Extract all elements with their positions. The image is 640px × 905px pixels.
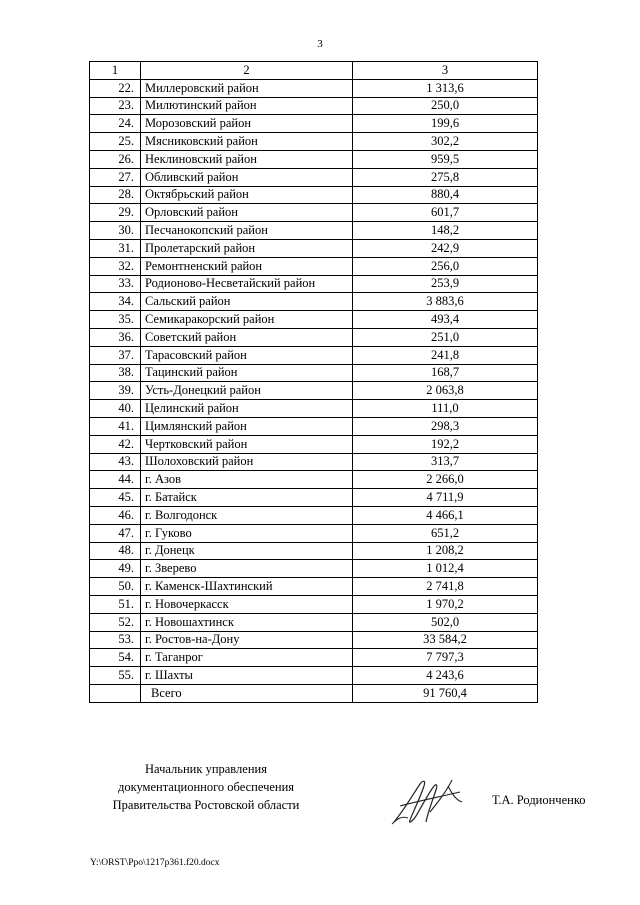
row-name: г. Ростов-на-Дону	[141, 631, 353, 649]
row-name: Тарасовский район	[141, 346, 353, 364]
table-row	[90, 595, 538, 613]
row-name: Целинский район	[141, 400, 353, 418]
row-number: 23.	[90, 97, 141, 115]
table-row	[90, 578, 538, 596]
row-name: г. Каменск-Шахтинский	[141, 578, 353, 596]
table-row	[90, 524, 538, 542]
total-value: 91 760,4	[353, 684, 538, 702]
row-name: Обливский район	[141, 168, 353, 186]
row-value: 192,2	[353, 435, 538, 453]
table-row	[90, 613, 538, 631]
row-number: 45.	[90, 489, 141, 507]
row-name: г. Шахты	[141, 667, 353, 685]
total-label: Всего	[141, 684, 353, 702]
row-value: 502,0	[353, 613, 538, 631]
row-value: 601,7	[353, 204, 538, 222]
row-name: Шолоховский район	[141, 453, 353, 471]
row-value: 168,7	[353, 364, 538, 382]
row-name: г. Волгодонск	[141, 506, 353, 524]
row-number: 30.	[90, 222, 141, 240]
row-number: 29.	[90, 204, 141, 222]
row-value: 242,9	[353, 239, 538, 257]
row-number: 47.	[90, 524, 141, 542]
row-number: 32.	[90, 257, 141, 275]
position-line: Правительства Ростовской области	[112, 798, 300, 812]
table-row	[90, 400, 538, 418]
row-value: 148,2	[353, 222, 538, 240]
row-name: Тацинский район	[141, 364, 353, 382]
table-row	[90, 204, 538, 222]
row-value: 33 584,2	[353, 631, 538, 649]
row-value: 1 970,2	[353, 595, 538, 613]
table-row	[90, 453, 538, 471]
row-value: 275,8	[353, 168, 538, 186]
row-number: 28.	[90, 186, 141, 204]
row-name: г. Батайск	[141, 489, 353, 507]
row-name: Ремонтненский район	[141, 257, 353, 275]
row-number: 39.	[90, 382, 141, 400]
table-row	[90, 489, 538, 507]
row-value: 1 208,2	[353, 542, 538, 560]
row-number: 46.	[90, 506, 141, 524]
row-number: 40.	[90, 400, 141, 418]
row-name: г. Гуково	[141, 524, 353, 542]
row-name: Песчанокопский район	[141, 222, 353, 240]
row-value: 493,4	[353, 311, 538, 329]
row-number: 49.	[90, 560, 141, 578]
total-row	[90, 684, 538, 702]
table-row	[90, 293, 538, 311]
row-value: 651,2	[353, 524, 538, 542]
table-row	[90, 275, 538, 293]
row-number: 51.	[90, 595, 141, 613]
allocation-table	[89, 61, 538, 703]
row-value: 256,0	[353, 257, 538, 275]
row-number: 38.	[90, 364, 141, 382]
row-value: 251,0	[353, 328, 538, 346]
row-value: 4 243,6	[353, 667, 538, 685]
row-value: 880,4	[353, 186, 538, 204]
row-value: 2 063,8	[353, 382, 538, 400]
row-name: Цимлянский район	[141, 417, 353, 435]
row-name: Пролетарский район	[141, 239, 353, 257]
row-name: Неклиновский район	[141, 150, 353, 168]
row-name: г. Новочеркасск	[141, 595, 353, 613]
row-name: Родионово-Несветайский район	[141, 275, 353, 293]
table-row	[90, 150, 538, 168]
table-row	[90, 542, 538, 560]
row-value: 250,0	[353, 97, 538, 115]
row-name: Чертковский район	[141, 435, 353, 453]
table-row	[90, 97, 538, 115]
row-number: 42.	[90, 435, 141, 453]
table-row	[90, 417, 538, 435]
row-name: Милютинский район	[141, 97, 353, 115]
row-value: 253,9	[353, 275, 538, 293]
row-name: г. Таганрог	[141, 649, 353, 667]
row-number: 48.	[90, 542, 141, 560]
header-cell-2: 2	[141, 62, 353, 80]
row-number: 54.	[90, 649, 141, 667]
row-name: г. Новошахтинск	[141, 613, 353, 631]
row-value: 3 883,6	[353, 293, 538, 311]
row-name: Орловский район	[141, 204, 353, 222]
row-name: г. Азов	[141, 471, 353, 489]
row-number: 41.	[90, 417, 141, 435]
row-name: Миллеровский район	[141, 79, 353, 97]
table-row	[90, 631, 538, 649]
header-cell-1: 1	[90, 62, 141, 80]
row-value: 7 797,3	[353, 649, 538, 667]
position-line: документационного обеспечения	[117, 780, 295, 794]
row-number: 34.	[90, 293, 141, 311]
row-number: 27.	[90, 168, 141, 186]
position-line: Начальник управления	[145, 762, 267, 776]
row-value: 1 313,6	[353, 79, 538, 97]
signer-name: Т.А. Родионченко	[492, 793, 586, 807]
table-header-row	[90, 62, 538, 80]
row-value: 4 466,1	[353, 506, 538, 524]
row-number: 26.	[90, 150, 141, 168]
table-row	[90, 79, 538, 97]
row-value: 302,2	[353, 133, 538, 151]
row-number: 35.	[90, 311, 141, 329]
row-name: Усть-Донецкий район	[141, 382, 353, 400]
table-row	[90, 382, 538, 400]
row-value: 298,3	[353, 417, 538, 435]
row-number: 36.	[90, 328, 141, 346]
row-value: 111,0	[353, 400, 538, 418]
row-number: 43.	[90, 453, 141, 471]
row-number: 55.	[90, 667, 141, 685]
handwritten-signature	[390, 772, 465, 828]
row-name: Мясниковский район	[141, 133, 353, 151]
row-number: 37.	[90, 346, 141, 364]
row-number: 53.	[90, 631, 141, 649]
row-number: 24.	[90, 115, 141, 133]
table-row	[90, 239, 538, 257]
row-value: 241,8	[353, 346, 538, 364]
table-row	[90, 364, 538, 382]
table-row	[90, 257, 538, 275]
row-name: г. Донецк	[141, 542, 353, 560]
table-row	[90, 667, 538, 685]
page-number: 3	[317, 38, 323, 50]
signatory-position	[86, 760, 326, 814]
row-number: 50.	[90, 578, 141, 596]
row-name: Морозовский район	[141, 115, 353, 133]
file-path: Y:\ORST\Ppo\1217p361.f20.docx	[90, 858, 220, 868]
row-name: Семикаракорский район	[141, 311, 353, 329]
row-number: 44.	[90, 471, 141, 489]
row-number: 52.	[90, 613, 141, 631]
table-row	[90, 560, 538, 578]
row-name: Советский район	[141, 328, 353, 346]
table-row	[90, 435, 538, 453]
row-value: 2 266,0	[353, 471, 538, 489]
table-row	[90, 506, 538, 524]
row-name: Октябрьский район	[141, 186, 353, 204]
table-row	[90, 222, 538, 240]
row-value: 1 012,4	[353, 560, 538, 578]
table-row	[90, 186, 538, 204]
row-number: 25.	[90, 133, 141, 151]
table-row	[90, 133, 538, 151]
table-row	[90, 168, 538, 186]
row-value: 199,6	[353, 115, 538, 133]
row-number: 33.	[90, 275, 141, 293]
row-name: Сальский район	[141, 293, 353, 311]
table-row	[90, 649, 538, 667]
table-row	[90, 115, 538, 133]
row-number: 22.	[90, 79, 141, 97]
table-row	[90, 471, 538, 489]
row-value: 959,5	[353, 150, 538, 168]
table-row	[90, 311, 538, 329]
row-name: г. Зверево	[141, 560, 353, 578]
row-value: 313,7	[353, 453, 538, 471]
row-number: 31.	[90, 239, 141, 257]
header-cell-3: 3	[353, 62, 538, 80]
total-empty-cell	[90, 684, 141, 702]
row-value: 4 711,9	[353, 489, 538, 507]
row-value: 2 741,8	[353, 578, 538, 596]
table-row	[90, 328, 538, 346]
table-row	[90, 346, 538, 364]
